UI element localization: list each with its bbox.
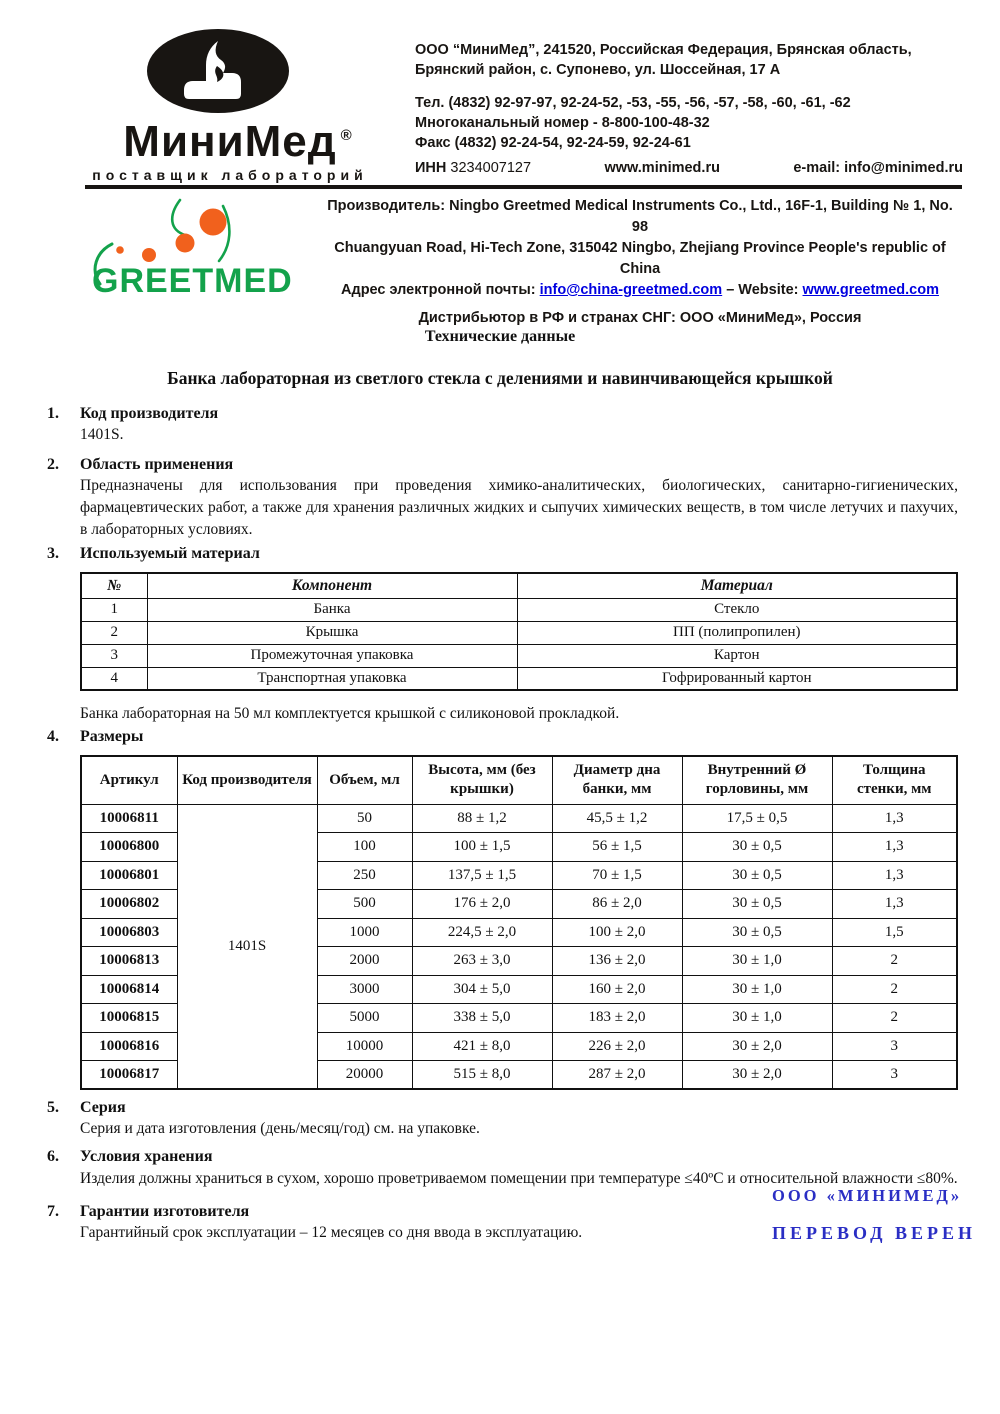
table-cell: 100 bbox=[317, 833, 412, 862]
manufacturer-line: Chuangyuan Road, Hi-Tech Zone, 315042 Ningbo, Zhejiang Province People's republic of China bbox=[334, 240, 946, 277]
table-cell: 176 ± 2,0 bbox=[412, 890, 552, 919]
article-cell: 10006802 bbox=[81, 890, 177, 919]
document-heading: Технические данные bbox=[424, 328, 576, 345]
table-cell: Крышка bbox=[147, 621, 517, 644]
column-header: № bbox=[81, 573, 147, 598]
section-material bbox=[47, 544, 958, 725]
section-number: 6. bbox=[47, 1148, 59, 1165]
inn bbox=[415, 160, 531, 176]
minimed-wordmark bbox=[123, 117, 353, 166]
section-number: 5. bbox=[47, 1099, 59, 1116]
email-text: e-mail: info@minimed.ru bbox=[793, 160, 963, 176]
document-body bbox=[47, 404, 977, 1243]
greetmed-logo bbox=[72, 192, 312, 315]
table-cell: 30 ± 0,5 bbox=[682, 918, 832, 947]
phone-line: Тел. (4832) 92-97-97, 92-24-52, -53, -55, -56, -57, -58, -60, -61, -62 bbox=[415, 95, 851, 111]
table-cell: 3000 bbox=[317, 975, 412, 1004]
distributor-line: Дистрибьютор в РФ и странах СНГ: ООО «МиниМед», Россия bbox=[418, 310, 862, 326]
table-cell: 250 bbox=[317, 861, 412, 890]
section-manufacturer-code bbox=[47, 404, 958, 445]
page-title: Банка лабораторная из светлого стекла с делениями и навинчивающейся крышкой bbox=[167, 368, 833, 388]
table-cell: 4 bbox=[81, 667, 147, 690]
article-cell: 10006816 bbox=[81, 1032, 177, 1061]
table-cell: 17,5 ± 0,5 bbox=[682, 804, 832, 833]
table-cell: 56 ± 1,5 bbox=[552, 833, 682, 862]
address-line: Брянский район, с. Супонево, ул. Шоссейная, 17 А bbox=[415, 62, 781, 78]
size-table bbox=[80, 755, 958, 1090]
inn-row bbox=[415, 160, 963, 176]
table-cell: 137,5 ± 1,5 bbox=[412, 861, 552, 890]
section-number: 3. bbox=[47, 545, 59, 562]
table-cell: 20000 bbox=[317, 1061, 412, 1090]
table-row bbox=[81, 621, 957, 644]
table-cell: 50 bbox=[317, 804, 412, 833]
minimed-logo bbox=[80, 26, 380, 183]
table-cell: 2 bbox=[81, 621, 147, 644]
table-cell: Стекло bbox=[517, 598, 957, 621]
table-cell: 30 ± 1,0 bbox=[682, 947, 832, 976]
table-cell: 136 ± 2,0 bbox=[552, 947, 682, 976]
table-cell: 2 bbox=[832, 1004, 957, 1033]
greetmed-logo-text: GREETMED bbox=[92, 262, 293, 300]
contact-block bbox=[415, 40, 963, 153]
manufacturer-links-line bbox=[318, 280, 962, 301]
section-body: Предназначены для использования при проведения химико-аналитических, биологических, санитарно-гигиенических, фармацевтических работ, а также для хранения различных жидких и сыпучих химических веществ, в том числе летучих и пахучих, в лабораторных условиях. bbox=[80, 477, 958, 538]
section-number: 1. bbox=[47, 405, 59, 422]
column-header: Высота, мм (без крышки) bbox=[412, 756, 552, 804]
section-body: Гарантийный срок эксплуатации – 12 месяцев со дня ввода в эксплуатацию. bbox=[80, 1224, 583, 1241]
translation-stamp bbox=[772, 1186, 977, 1244]
section-series bbox=[47, 1098, 958, 1139]
table-cell: 3 bbox=[832, 1032, 957, 1061]
section-body: Серия и дата изготовления (день/месяц/год) см. на упаковке. bbox=[80, 1120, 480, 1137]
greetmed-emblem-icon bbox=[72, 192, 312, 310]
article-cell: 10006801 bbox=[81, 861, 177, 890]
article-cell: 10006817 bbox=[81, 1061, 177, 1090]
table-cell: 3 bbox=[832, 1061, 957, 1090]
table-cell: Транспортная упаковка bbox=[147, 667, 517, 690]
inn-value: 3234007127 bbox=[450, 160, 532, 176]
table-header-row bbox=[81, 573, 957, 598]
table-cell: 1000 bbox=[317, 918, 412, 947]
section-title: Область применения bbox=[80, 456, 234, 473]
article-cell: 10006800 bbox=[81, 833, 177, 862]
section-title: Используемый материал bbox=[80, 545, 260, 562]
section-number: 7. bbox=[47, 1203, 59, 1220]
table-cell: 30 ± 2,0 bbox=[682, 1061, 832, 1090]
table-cell: 515 ± 8,0 bbox=[412, 1061, 552, 1090]
website-text: www.minimed.ru bbox=[604, 160, 720, 176]
table-cell: 2000 bbox=[317, 947, 412, 976]
table-cell: 421 ± 8,0 bbox=[412, 1032, 552, 1061]
manufacturer-line: Производитель: Ningbo Greetmed Medical Instruments Co., Ltd., 16F-1, Building № 1, No. 98 bbox=[327, 198, 953, 235]
table-cell: Промежуточная упаковка bbox=[147, 644, 517, 667]
column-header: Внутренний Ø горловины, мм bbox=[682, 756, 832, 804]
website-label: – Website: bbox=[726, 282, 799, 298]
table-cell: 100 ± 2,0 bbox=[552, 918, 682, 947]
table-cell: ПП (полипропилен) bbox=[517, 621, 957, 644]
table-cell: Банка bbox=[147, 598, 517, 621]
table-cell: 500 bbox=[317, 890, 412, 919]
manufacturer-block bbox=[318, 196, 962, 329]
article-cell: 10006803 bbox=[81, 918, 177, 947]
table-header-row bbox=[81, 756, 957, 804]
table-cell: 1,5 bbox=[832, 918, 957, 947]
stamp-verified-line: ПЕРЕВОД ВЕРЕН bbox=[772, 1223, 977, 1243]
email-label: Адрес электронной почты: bbox=[341, 282, 536, 298]
column-header: Материал bbox=[517, 573, 957, 598]
table-cell: Картон bbox=[517, 644, 957, 667]
table-cell: 45,5 ± 1,2 bbox=[552, 804, 682, 833]
address-line: ООО “МиниМед”, 241520, Российская Федерация, Брянская область, bbox=[415, 42, 912, 58]
phone-line: Многоканальный номер - 8-800-100-48-32 bbox=[415, 115, 710, 131]
phone-line: Факс (4832) 92-24-54, 92-24-59, 92-24-61 bbox=[415, 135, 691, 151]
table-cell: 2 bbox=[832, 975, 957, 1004]
table-row bbox=[81, 644, 957, 667]
table-cell: 1,3 bbox=[832, 861, 957, 890]
table-cell: 30 ± 0,5 bbox=[682, 833, 832, 862]
manufacturer-email-link[interactable]: info@china-greetmed.com bbox=[539, 282, 723, 298]
registered-mark: ® bbox=[340, 127, 353, 144]
section-sizes bbox=[47, 727, 958, 1090]
table-row bbox=[81, 667, 957, 690]
article-cell: 10006811 bbox=[81, 804, 177, 833]
section-storage-conditions bbox=[47, 1147, 958, 1190]
table-cell: 263 ± 3,0 bbox=[412, 947, 552, 976]
column-header: Артикул bbox=[81, 756, 177, 804]
column-header: Компонент bbox=[147, 573, 517, 598]
table-cell: 30 ± 2,0 bbox=[682, 1032, 832, 1061]
section-number: 4. bbox=[47, 728, 59, 745]
table-cell: 1,3 bbox=[832, 804, 957, 833]
table-cell: 338 ± 5,0 bbox=[412, 1004, 552, 1033]
manufacturer-website-link[interactable]: www.greetmed.com bbox=[802, 282, 939, 298]
table-cell: 30 ± 1,0 bbox=[682, 1004, 832, 1033]
table-cell: 2 bbox=[832, 947, 957, 976]
material-table bbox=[80, 572, 958, 691]
minimed-brand-text: МиниМед bbox=[123, 117, 337, 166]
table-cell: 224,5 ± 2,0 bbox=[412, 918, 552, 947]
table-cell: 30 ± 0,5 bbox=[682, 861, 832, 890]
column-header: Диаметр дна банки, мм bbox=[552, 756, 682, 804]
table-cell: 1,3 bbox=[832, 890, 957, 919]
table-cell: Гофрированный картон bbox=[517, 667, 957, 690]
material-note: Банка лабораторная на 50 мл комплектуется крышкой с силиконовой прокладкой. bbox=[80, 705, 620, 722]
table-cell: 30 ± 1,0 bbox=[682, 975, 832, 1004]
section-title: Условия хранения bbox=[80, 1148, 213, 1165]
table-row bbox=[81, 804, 957, 833]
table-cell: 304 ± 5,0 bbox=[412, 975, 552, 1004]
table-cell: 287 ± 2,0 bbox=[552, 1061, 682, 1090]
minimed-emblem-icon bbox=[80, 26, 380, 114]
section-title: Код производителя bbox=[80, 405, 219, 422]
table-cell: 183 ± 2,0 bbox=[552, 1004, 682, 1033]
table-row bbox=[81, 598, 957, 621]
table-cell: 3 bbox=[81, 644, 147, 667]
table-cell: 5000 bbox=[317, 1004, 412, 1033]
section-body: 1401S. bbox=[80, 426, 124, 443]
manufacturer-code-cell: 1401S bbox=[177, 804, 317, 1089]
inn-label: ИНН bbox=[415, 160, 447, 176]
column-header: Код производителя bbox=[177, 756, 317, 804]
section-title: Размеры bbox=[80, 728, 144, 745]
table-cell: 30 ± 0,5 bbox=[682, 890, 832, 919]
table-cell: 88 ± 1,2 bbox=[412, 804, 552, 833]
table-cell: 1,3 bbox=[832, 833, 957, 862]
article-cell: 10006813 bbox=[81, 947, 177, 976]
article-cell: 10006815 bbox=[81, 1004, 177, 1033]
header-divider bbox=[85, 185, 962, 189]
table-cell: 10000 bbox=[317, 1032, 412, 1061]
table-cell: 100 ± 1,5 bbox=[412, 833, 552, 862]
table-cell: 86 ± 2,0 bbox=[552, 890, 682, 919]
section-application-area bbox=[47, 455, 958, 541]
table-cell: 226 ± 2,0 bbox=[552, 1032, 682, 1061]
article-cell: 10006814 bbox=[81, 975, 177, 1004]
section-title: Гарантии изготовителя bbox=[80, 1203, 250, 1220]
stamp-company-line: ООО «МИНИМЕД» bbox=[772, 1186, 963, 1205]
table-cell: 1 bbox=[81, 598, 147, 621]
table-cell: 70 ± 1,5 bbox=[552, 861, 682, 890]
minimed-tagline: поставщик лабораторий bbox=[92, 167, 368, 183]
section-title: Серия bbox=[80, 1099, 126, 1116]
column-header: Толщина стенки, мм bbox=[832, 756, 957, 804]
section-number: 2. bbox=[47, 456, 59, 473]
section-body: Изделия должны храниться в сухом, хорошо проветриваемом помещении при температуре ≤40ºС и относительной влажности ≤80%. bbox=[80, 1170, 958, 1187]
table-cell: 160 ± 2,0 bbox=[552, 975, 682, 1004]
column-header: Объем, мл bbox=[317, 756, 412, 804]
